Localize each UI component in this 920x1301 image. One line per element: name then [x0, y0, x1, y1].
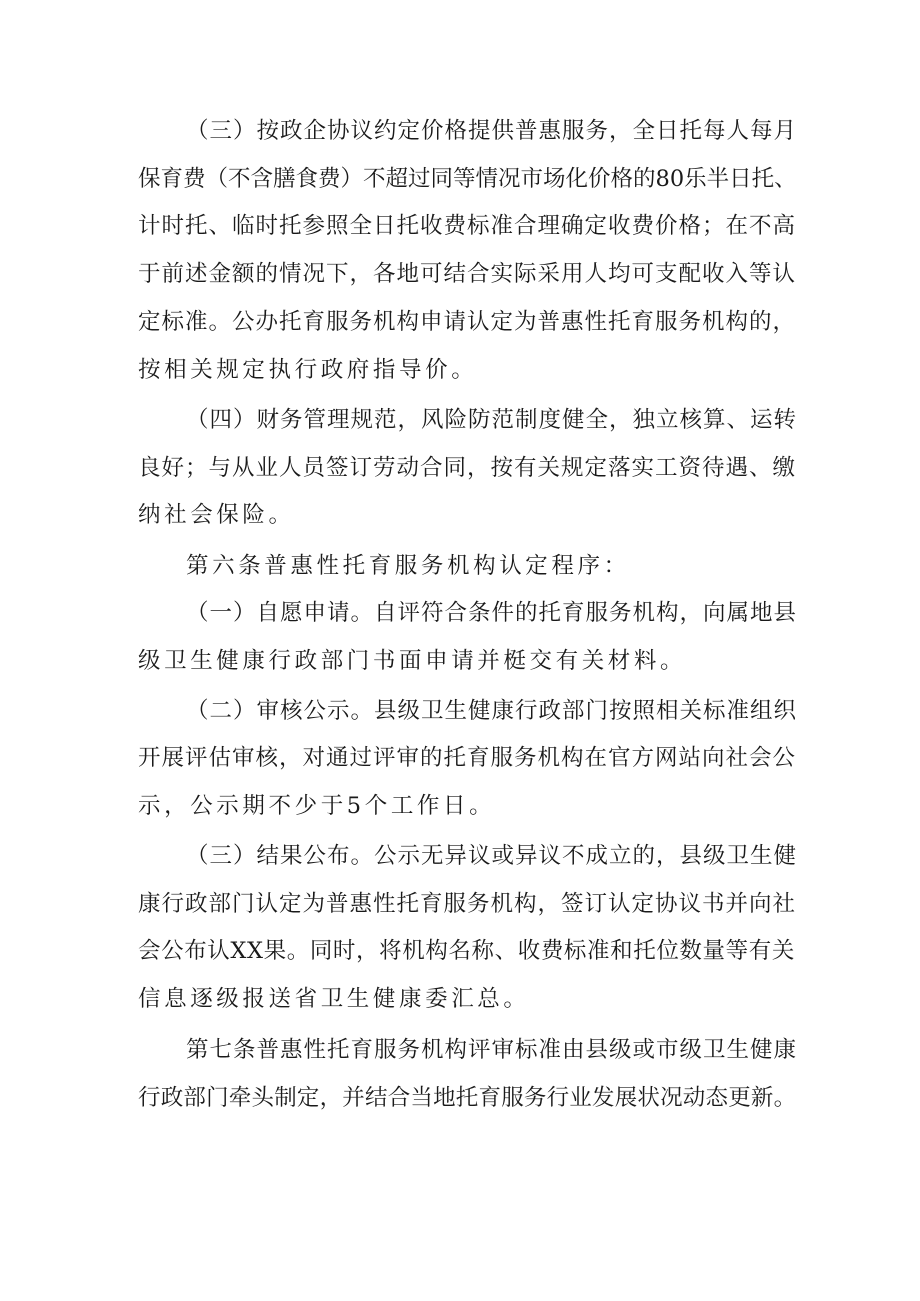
paragraph-6-line-1: （三）结果公布。公示无异议或异议不成立的，县级卫生健 [186, 843, 798, 869]
paragraph-6-line-2: 康行政部门认定为普惠性托育服务机构，签订认定协议书并向社 [138, 891, 797, 917]
paragraph-2-line-1: （四）财务管理规范，风险防范制度健全，独立核算、运转 [186, 407, 798, 433]
paragraph-5-line-3: 示，公示期不少于5个工作日。 [138, 793, 496, 819]
paragraph-1-line-1: （三）按政企协议约定价格提供普惠服务，全日托每人每月 [186, 118, 798, 144]
article-6-heading: 第六条普惠性托育服务机构认定程序： [186, 553, 630, 579]
paragraph-1-line-3: 计时托、临时托参照全日托收费标准合理确定收费价格；在不高 [138, 213, 797, 239]
paragraph-4-line-1: （一）自愿申请。自评符合条件的托育服务机构，向属地县 [186, 600, 798, 626]
paragraph-1-line-4: 于前述金额的情况下，各地可结合实际采用人均可支配收入等认 [138, 261, 797, 287]
paragraph-6-line-4: 信息逐级报送省卫生健康委汇总。 [138, 986, 530, 1012]
paragraph-4-line-2: 级卫生健康行政部门书面申请并梃交有关材料。 [138, 648, 687, 674]
paragraph-1-line-2: 保育费（不含膳食费）不超过同等情况市场化价格的80乐半日托、 [138, 166, 797, 192]
paragraph-1-line-6: 按相关规定执行政府指导价。 [138, 357, 478, 383]
paragraph-2-line-3: 纳社会保险。 [138, 502, 295, 528]
paragraph-2-line-2: 良好；与从业人员签订劳动合同，按有关规定落实工资待遇、缴 [138, 455, 797, 481]
paragraph-1-line-5: 定标准。公办托育服务机构申请认定为普惠性托育服务机构的， [138, 309, 797, 335]
paragraph-6-line-3: 会公布认XX果。同时，将机构名称、收费标准和托位数量等有关 [138, 938, 795, 964]
article-7-line-2: 行政部门牵头制定，并结合当地托育服务行业发展状况动态更新。 [138, 1085, 797, 1111]
article-7-line-1: 第七条普惠性托育服务机构评审标准由县级或市级卫生健康 [186, 1037, 798, 1063]
paragraph-5-line-2: 开展评估审核，对通过评审的托育服务机构在官方网站向社会公 [138, 745, 797, 771]
paragraph-5-line-1: （二）审核公示。县级卫生健康行政部门按照相关标准组织 [186, 698, 798, 724]
